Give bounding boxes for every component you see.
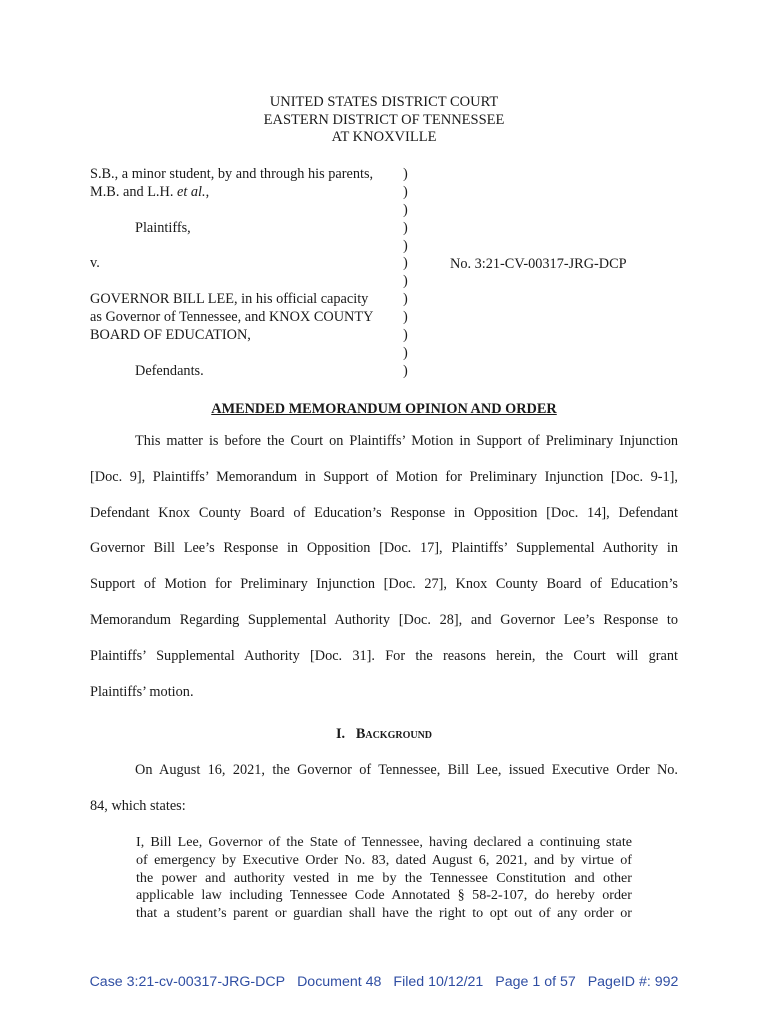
caption-spacer [90, 202, 405, 220]
paragraph-line: Governor Bill Lee’s Response in Opposition [Doc. 17], Plaintiffs’ Supplemental Authority in [90, 540, 678, 557]
paragraph-line: This matter is before the Court on Plaintiffs’ Motion in Support of Preliminary Injunction [135, 433, 678, 449]
document-title: AMENDED MEMORANDUM OPINION AND ORDER [211, 401, 557, 417]
case-number: No. 3:21-CV-00317-JRG-DCP [450, 256, 627, 272]
footer-case-number: Case 3:21-cv-00317-JRG-DCP [89, 974, 286, 990]
defendants-label: Defendants. [135, 362, 204, 379]
background-paragraph [90, 753, 678, 825]
footer-document: Document 48 [297, 974, 382, 990]
caption-paren: ) [403, 309, 408, 326]
caption-paren: ) [403, 201, 408, 218]
caption-parentheses [403, 166, 408, 381]
caption-paren: ) [403, 273, 408, 290]
defendant-name-line-3: BOARD OF EDUCATION, [90, 327, 251, 344]
court-district: EASTERN DISTRICT OF TENNESSEE [263, 111, 505, 128]
quote-line: I, Bill Lee, Governor of the State of Tennessee, having declared a continuing state [136, 834, 632, 850]
intro-paragraph [90, 424, 678, 710]
court-location: AT KNOXVILLE [331, 129, 437, 145]
caption-paren: ) [403, 344, 408, 361]
plaintiffs-label: Plaintiffs, [135, 219, 191, 236]
defendant-name-line-2: as Governor of Tennessee, and KNOX COUNTY [90, 309, 374, 326]
footer-filed-date: Filed 10/12/21 [393, 974, 484, 990]
plaintiff-name-line-1: S.B., a minor student, by and through his parents, [90, 166, 374, 182]
paragraph-line: Plaintiffs’ Supplemental Authority [Doc. 31]. For the reasons herein, the Court will grant [90, 647, 678, 664]
court-filing-footer [0, 974, 768, 990]
paragraph-line: Memorandum Regarding Supplemental Authority [Doc. 28], and Governor Lee’s Response to [90, 611, 678, 628]
caption-paren: ) [403, 291, 408, 308]
section-title: Background [355, 726, 433, 742]
caption-paren: ) [403, 362, 408, 379]
footer-page-id: PageID #: 992 [587, 974, 679, 990]
executive-order-quote [136, 834, 632, 923]
plaintiff-name-comma: , [205, 183, 210, 200]
caption-paren: ) [403, 255, 408, 272]
footer-page-count: Page 1 of 57 [495, 974, 576, 990]
court-header [0, 94, 768, 147]
court-name: UNITED STATES DISTRICT COURT [269, 94, 499, 110]
section-heading [0, 726, 768, 743]
quote-line: of emergency by Executive Order No. 83, dated August 6, 2021, and by virtue of [136, 851, 632, 868]
caption-spacer [90, 238, 405, 256]
plaintiff-name-line-2 [90, 184, 405, 202]
quote-line: applicable law including Tennessee Code Annotated § 58-2-107, do hereby order [136, 887, 632, 904]
caption-paren: ) [403, 183, 408, 200]
section-number: I. [335, 726, 346, 742]
caption-paren: ) [403, 237, 408, 254]
paragraph-line: Support of Motion for Preliminary Injunction [Doc. 27], Knox County Board of Education’s [90, 576, 678, 593]
quote-line: that a student’s parent or guardian shall have the right to opt out of any order or [136, 905, 632, 922]
quote-line: the power and authority vested in me by the Tennessee Constitution and other [136, 869, 632, 886]
caption-paren: ) [403, 219, 408, 236]
versus-label: v. [90, 255, 100, 272]
caption-paren: ) [403, 166, 408, 182]
paragraph-line: On August 16, 2021, the Governor of Tennessee, Bill Lee, issued Executive Order No. [135, 762, 678, 778]
et-al-text: et al. [176, 183, 206, 200]
plaintiff-name-text: M.B. and L.H. [90, 183, 177, 200]
case-caption [90, 166, 405, 381]
caption-spacer [90, 345, 405, 363]
defendant-name-line-1: GOVERNOR BILL LEE, in his official capacity [90, 291, 369, 308]
caption-paren: ) [403, 327, 408, 344]
paragraph-line: [Doc. 9], Plaintiffs’ Memorandum in Support of Motion for Preliminary Injunction [Doc. 9-1], [90, 468, 678, 485]
paragraph-line: 84, which states: [90, 797, 186, 814]
paragraph-line: Plaintiffs’ motion. [90, 683, 194, 700]
paragraph-line: Defendant Knox County Board of Education’s Response in Opposition [Doc. 14], Defendant [90, 504, 678, 521]
caption-spacer [90, 273, 405, 291]
